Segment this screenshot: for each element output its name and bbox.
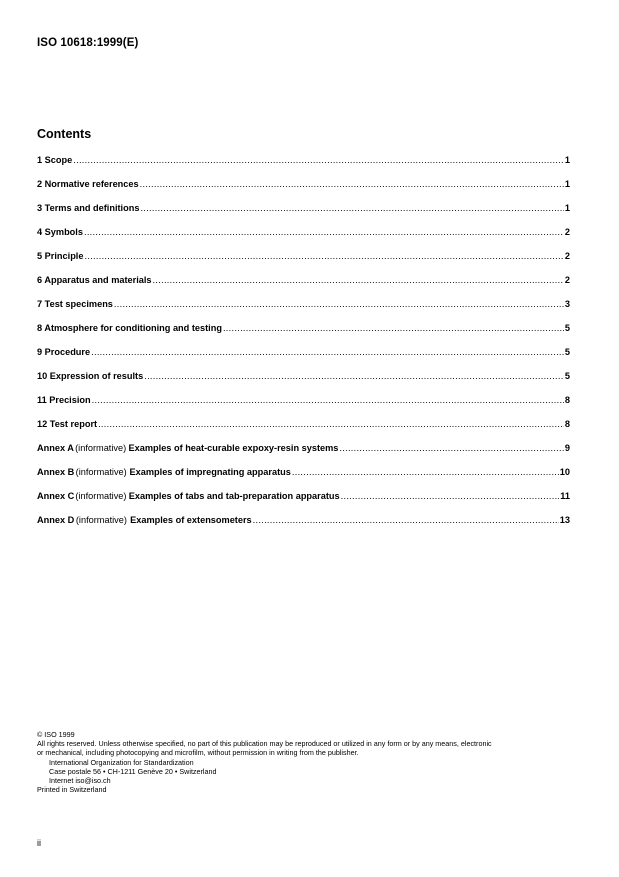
organization-address: Case postale 56 • CH-1211 Genève 20 • Switzerland xyxy=(49,766,217,776)
toc-leader-dots xyxy=(84,250,563,263)
annex-status: (informative) xyxy=(75,491,127,501)
toc-entry-title: 5 Principle xyxy=(37,251,84,261)
toc-entry-title: 11 Precision xyxy=(37,395,91,405)
toc-leader-dots xyxy=(253,514,559,527)
toc-entry-page: 5 xyxy=(564,371,570,381)
toc-entry-apparatus-and-materials[interactable] xyxy=(37,274,570,298)
organization-internet[interactable]: Internet iso@iso.ch xyxy=(49,776,111,786)
toc-entry-title: 1 Scope xyxy=(37,155,73,165)
annex-status: (informative) xyxy=(75,515,127,525)
toc-leader-dots xyxy=(341,490,560,503)
toc-entry-title: 6 Apparatus and materials xyxy=(37,275,152,285)
annex-label: Annex C xyxy=(37,491,75,501)
annex-title: Examples of tabs and tab-preparation apparatus xyxy=(128,491,340,501)
toc-leader-dots xyxy=(140,202,563,215)
toc-entry-annex-d[interactable] xyxy=(37,514,570,538)
toc-entry-page: 2 xyxy=(564,251,570,261)
toc-entry-symbols[interactable] xyxy=(37,226,570,250)
toc-entry-expression-of-results[interactable] xyxy=(37,370,570,394)
toc-entry-test-report[interactable] xyxy=(37,418,570,442)
toc-entry-page: 8 xyxy=(564,395,570,405)
annex-status: (informative) xyxy=(75,443,127,453)
copyright-notice: © ISO 1999 xyxy=(37,730,75,739)
annex-title: Examples of extensometers xyxy=(130,515,252,525)
annex-status: (informative) xyxy=(75,467,127,477)
toc-entry-annex-c[interactable] xyxy=(37,490,570,514)
annex-label: Annex D xyxy=(37,515,75,525)
contents-title: Contents xyxy=(37,127,92,141)
toc-leader-dots xyxy=(153,274,564,287)
organization-name: International Organization for Standardization xyxy=(49,757,194,767)
toc-leader-dots xyxy=(339,442,564,455)
toc-leader-dots xyxy=(92,394,564,407)
toc-leader-dots xyxy=(140,178,564,191)
toc-entry-annex-a[interactable] xyxy=(37,442,570,466)
toc-entry-title: 12 Test report xyxy=(37,419,98,429)
rights-statement-line-2: or mechanical, including photocopying and microfilm, without permission in writing from the publisher. xyxy=(37,748,359,758)
toc-leader-dots xyxy=(114,298,564,311)
annex-title: Examples of impregnating apparatus xyxy=(129,467,291,477)
toc-entry-principle[interactable] xyxy=(37,250,570,274)
printed-in: Printed in Switzerland xyxy=(37,785,107,795)
toc-entry-title: 3 Terms and definitions xyxy=(37,203,140,213)
toc-entry-page: 3 xyxy=(564,299,570,309)
toc-leader-dots xyxy=(292,466,559,479)
toc-entry-page: 5 xyxy=(564,323,570,333)
toc-entry-page: 1 xyxy=(564,203,570,213)
toc-entry-annex-b[interactable] xyxy=(37,466,570,490)
toc-entry-page: 8 xyxy=(564,419,570,429)
toc-entry-page: 10 xyxy=(559,467,571,477)
toc-entry-title: 7 Test specimens xyxy=(37,299,113,309)
toc-entry-atmosphere[interactable] xyxy=(37,322,570,346)
toc-leader-dots xyxy=(91,346,564,359)
toc-entry-page: 11 xyxy=(560,491,571,501)
document-header: ISO 10618:1999(E) xyxy=(37,37,139,49)
toc-leader-dots xyxy=(144,370,564,383)
toc-entry-terms-and-definitions[interactable] xyxy=(37,202,570,226)
toc-leader-dots xyxy=(84,226,564,239)
toc-entry-title: 8 Atmosphere for conditioning and testing xyxy=(37,323,222,333)
toc-entry-page: 13 xyxy=(559,515,571,525)
toc-entry-page: 9 xyxy=(564,443,571,453)
toc-entry-title: 10 Expression of results xyxy=(37,371,144,381)
toc-entry-procedure[interactable] xyxy=(37,346,570,370)
toc-leader-dots xyxy=(223,322,564,335)
toc-entry-scope[interactable] xyxy=(37,154,570,178)
toc-entry-normative-references[interactable] xyxy=(37,178,570,202)
annex-label: Annex B xyxy=(37,467,75,477)
page-number: ii xyxy=(37,838,41,848)
rights-statement-line-1: All rights reserved. Unless otherwise specified, no part of this publication may be reproduced or utilized in any form or by any means, electronic xyxy=(37,739,492,749)
toc-entry-title: 4 Symbols xyxy=(37,227,83,237)
toc-entry-test-specimens[interactable] xyxy=(37,298,570,322)
copyright-footer xyxy=(37,730,582,794)
toc-entry-title: 9 Procedure xyxy=(37,347,91,357)
table-of-contents xyxy=(37,154,570,538)
toc-entry-page: 2 xyxy=(564,275,570,285)
toc-leader-dots xyxy=(98,418,564,431)
toc-entry-page: 5 xyxy=(564,347,570,357)
toc-entry-precision[interactable] xyxy=(37,394,570,418)
toc-entry-page: 1 xyxy=(564,155,570,165)
toc-entry-page: 2 xyxy=(564,227,570,237)
toc-entry-title: 2 Normative references xyxy=(37,179,139,189)
annex-label: Annex A xyxy=(37,443,74,453)
toc-entry-page: 1 xyxy=(564,179,570,189)
toc-leader-dots xyxy=(73,154,564,167)
annex-title: Examples of heat-curable expoxy-resin systems xyxy=(128,443,339,453)
